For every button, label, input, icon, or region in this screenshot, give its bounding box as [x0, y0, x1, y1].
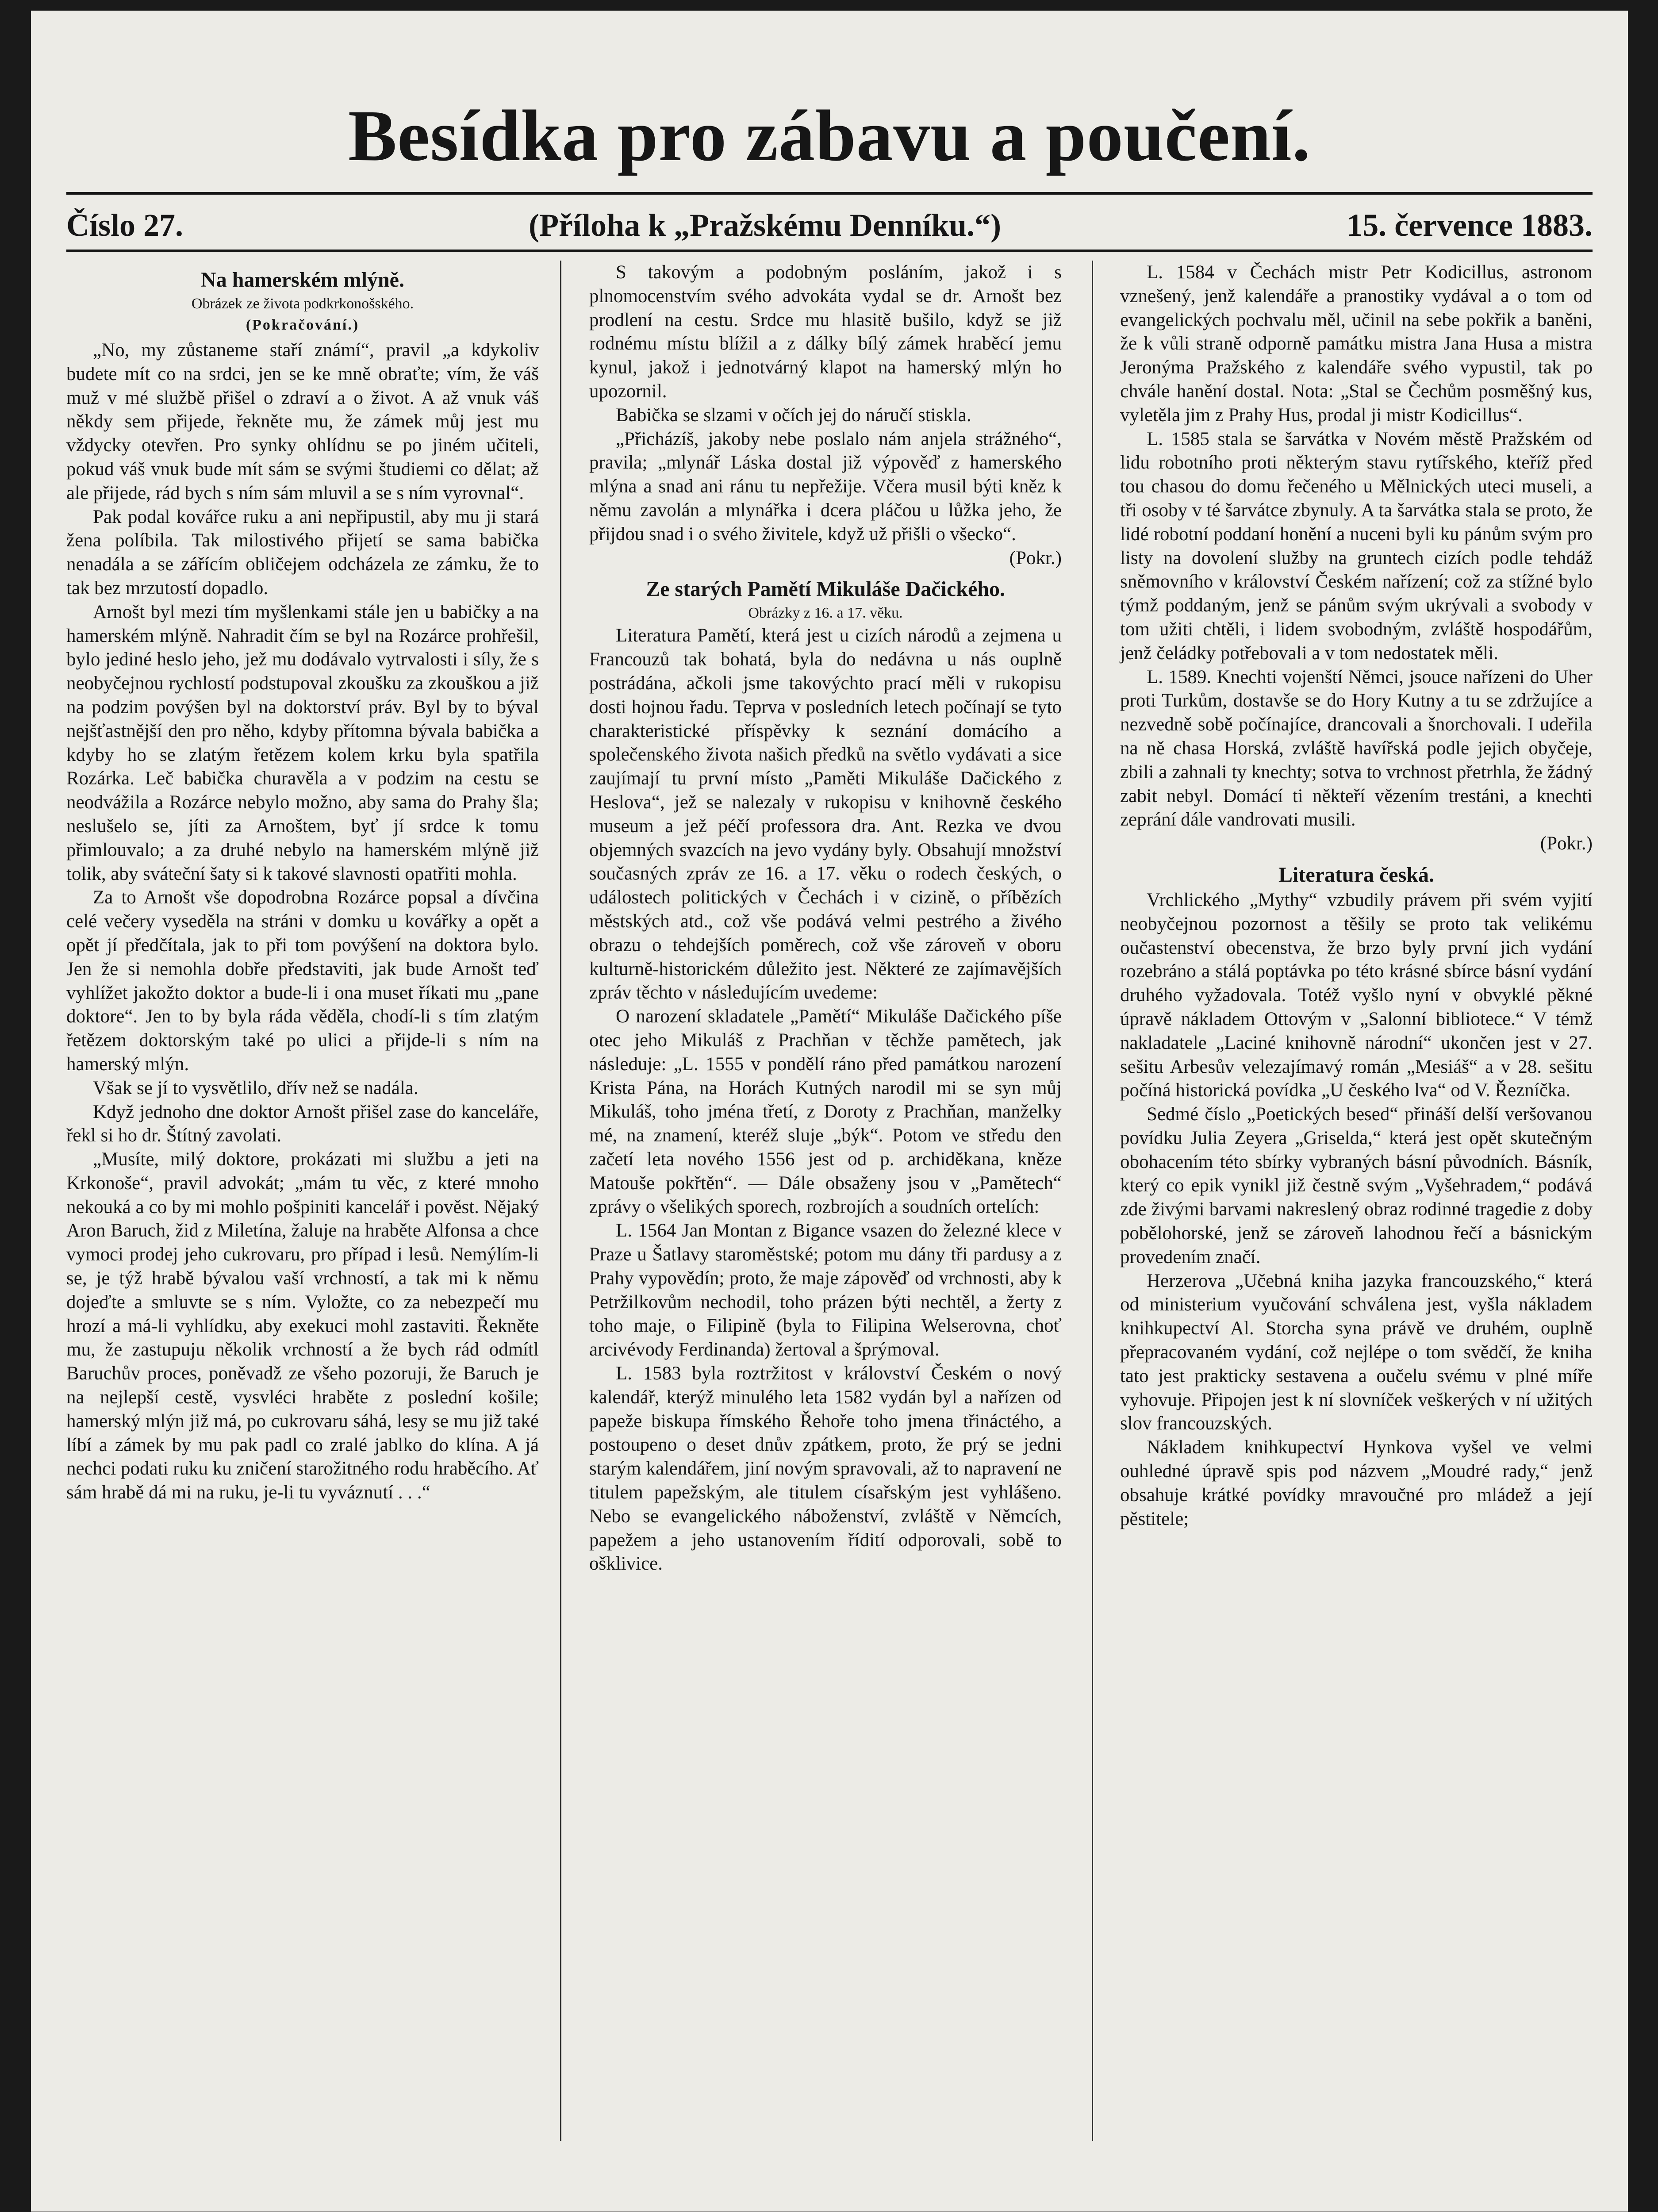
- paragraph: L. 1583 byla roztržitost v království Českém o nový kalendář, kterýž minulého leta 1582 vydán byl a nařízen od papeže biskupa římského Řehoře toho jmena třináctého, a postoupeno o deset dnův zpátkem, proto, že prý se jedni starým kalendářem, jiní novým spravovali, až to napravení ne titulem papežským, ale titulem císařským jest vyhlášeno. Nebo se evangelického náboženství, zvláště v Němcích, papežem a jeho ustanovením řídití odporovali, sobě to ošklivice.: [589, 1363, 1062, 1575]
- paragraph: Nákladem knihkupectví Hynkova vyšel ve velmi ouhledné úpravě spis pod názvem „Moudré rady,“ jenž obsahuje krátké povídky mravoučné pro mládež a její pěstitele;: [1120, 1437, 1593, 1529]
- paragraph: Herzerova „Učebná kniha jazyka francouzského,“ která od ministerium vyučování schválena jest, vyšla nákladem knihkupectví Al. Storcha syna právě ve druhém, ouplně přepracovaném vydání, což nejlépe o tom svědčí, že kniha tato jest prakticky sestavena a oučelu svému v plné míře vyhovuje. Připojen jest k ní slovníček veškerých v ní užitých slov francouzských.: [1120, 1270, 1593, 1434]
- article-title: Ze starých Pamětí Mikuláše Dačického.: [646, 577, 1005, 601]
- paragraph: Když jednoho dne doktor Arnošt přišel zase do kanceláře, řekl si ho dr. Štítný zavolati.: [66, 1101, 539, 1146]
- paragraph: Vrchlického „Mythy“ vzbudily právem při svém vyjití neobyčejnou pozornost a těšily se proto tak velikému oučastenství obecenstva, že brzo byly první jich vydání rozebráno a stálá poptávka po této krásné sbírce básní vydání druhého vyžadovala. Totéž vyšlo nyní v obvyklé pěkné úpravě nákladem Ottovým v „Salonní bibliotece.“ V témž nakladatele „Laciné knihovně národní“ ukončen jest v 27. sešitu Arbesův velezajímavý román „Mesiáš“ a v 28. sešitu počíná historická povídka „U českého lva“ od V. Řezníčka.: [1120, 889, 1593, 1101]
- paragraph: S takovým a podobným posláním, jakož i s plnomocenstvím svého advokáta vydal se dr. Arnošt bez prodlení na cestu. Srdce mu hlasitě bušilo, když se již rodnému místu blížil a z dálky bílý zámek hraběcí jemu kynul, jakož i jednotvárný klapot na hamerský mlýn ho upozornil.: [589, 262, 1062, 402]
- continuation-note: (Pokračování.): [246, 317, 360, 333]
- column-3: [1120, 261, 1593, 1531]
- paragraph: Babička se slzami v očích jej do náručí stiskla.: [616, 404, 971, 426]
- column-divider: [1092, 261, 1093, 2141]
- column-2: [589, 261, 1062, 1576]
- paragraph: Pak podal kovářce ruku a ani nepřipustil, aby mu ji stará žena políbila. Tak milostivého přijetí se sama babička nenadála a se zářícím obličejem odcházela ze zámku, že to tak bez mrzutostí dopadlo.: [66, 506, 539, 599]
- paragraph: „Musíte, milý doktore, prokázati mi službu a jeti na Krkonoše“, pravil advokát; „mám tu věc, z které mnoho nekouká a co by mi mohlo pošpiniti kancelář i pověst. Nějaký Aron Baruch, žid z Miletína, žaluje na hraběte Alfonsa a chce vymoci prodej jeho cukrovaru, pro případ i lesů. Nemýlím-li se, je týž hrabě bývalou vaší vrchností, a tak mi k němu dojeďte a smluvte se s ním. Vyložte, co za nebezpečí mu hrozí a má-li vyhlídku, aby exekuci mohl zastaviti. Řekněte mu, že zastupuju několik vrchností a že bych rád odmítl Baruchův proces, poněvadž ze všeho pozoruji, že Baruch je na nejlepší cestě, vysvléci hraběte z poslední košile; hamerský mlýn již má, po cukrovaru sáhá, lesy se mu již také líbí a zámek by mu pak padl co zralé jablko do klína. A já nechci podati ruku ku zničení starožitného rodu hraběcího. Ať sám hrabě dá mi na ruku, je-li tu vyváznutí . . .“: [66, 1149, 539, 1503]
- article-title: Na hamerském mlýně.: [201, 268, 404, 292]
- paragraph: Arnošt byl mezi tím myšlenkami stále jen u babičky a na hamerském mlýně. Nahradit čím se byl na Rozárce prohřešil, bylo jediné heslo jeho, jež mu dodávalo vytrvalosti i síly, že s neobyčejnou rychlostí podstupoval zkoušku za zkouškou a již na podzim povýšen byl na doktorství práv. Byl by to býval nejšťastnější den pro něho, kdyby přítomna bývala babička a kdyby ho se zlatým řetězem kolem krku byla spatřila Rozárka. Leč babička churavěla a v podzim na cestu se neodvážila a Rozárce nebylo možno, aby sama do Prahy šla; neslušelo se, jíti za Arnoštem, byť jí srdce k tomu přimlouvalo; a za druhé nebylo na hamerském mlýně již tolik, aby sváteční šaty si k takové slavnosti opatřiti mohla.: [66, 601, 539, 884]
- issue-line: [66, 203, 1593, 247]
- paragraph: „No, my zůstaneme staří známí“, pravil „a kdykoliv budete mít co na srdci, jen se ke mně obraťte; vím, že váš muž v mé službě přišel o zdraví a o život. A až vnuk váš někdy sem přijede, řekněte mu, že zámek můj jest mu vždycky otevřen. Pro synky ohlídnu se po jiném učiteli, pokud váš vnuk bude mít sám se svými študiemi co dělat; až ale přijede, rád bych s ním sám mluvil a se s ním vyrovnal“.: [66, 340, 539, 503]
- column-divider: [560, 261, 561, 2141]
- article-subtitle: Obrázky z 16. a 17. věku.: [748, 605, 903, 622]
- paragraph: Za to Arnošt vše dopodrobna Rozárce popsal a dívčina celé večery vyseděla na stráni v domku u kovářky a opět a opět jí předčítala, jak to při tom povýšení na doktora bylo. Jen že si nemohla dobře představiti, jak bude Arnošt teď vyhlížet jakožto doktor a bude-li i ona muset říkati mu „pane doktore“. Jen to by byla ráda věděla, chodí-li s tím zlatým řetězem doktorským také po ulici a přijde-li s ním na hamerský mlýn.: [66, 887, 539, 1075]
- paragraph: L. 1585 stala se šarvátka v Novém městě Pražském od lidu robotního proti některým stavu rytířského, kteříž před tou chasou do domu řečeného u Mělnických uteci museli, a tři osoby v té šarvátce zbynuly. A ta šarvátka stala se proto, že lidé robotní poddaní honění a nuceni byli ku pánům svým pro listy na dovolení služby na gruntech cizích podle tehdáž sněmovního v království Českém nařízení; což za stížné bylo týmž poddaným, jenž se pánům svým ukrývali a svobody v tom užiti chtěli, i lidem svobodným, zvláště hospodářům, jenž čeládky potřebovali a v tom nedostatek měli.: [1120, 428, 1593, 664]
- paragraph: L. 1584 v Čechách mistr Petr Kodicillus, astronom vznešený, jenž kalendáře a pranostiky vydával a o tom od evangelických pochvalu měl, učinil na sebe pokřik a baněni, že k vůli straně odporně památku mistra Jana Husa a mistra Jeronýma Pražského z kalendáře svého vypustil, tak po chvále hanění dostal. Nota: „Stal se Čechům posměšný kus, vyletěla jim z Prahy Hus, prodal ji mistr Kodicillus“.: [1120, 262, 1593, 426]
- header-rule-top: [66, 192, 1593, 195]
- paragraph: „Přicházíš, jakoby nebe poslalo nám anjela strážného“, pravila; „mlynář Láska dostal již výpověď z hamerského mlýna a snad ani ránu tu nepřežije. Včera musil býti kněz k němu zavolán a mlynářka i dcera pláčou u lůžka jeho, že přijdou snad i o svého živitele, když už přišli o všecko“.: [589, 428, 1062, 545]
- issue-date: 15. července 1883.: [1347, 207, 1593, 243]
- column-1: [66, 261, 539, 1505]
- paragraph: Literatura Pamětí, která jest u cizích národů a zejmena u Francouzů tak bohatá, byla do nedávna u nás ouplně postrádána, ačkoli jsme takovýchto prací měli v rukopisu dosti hojnou řadu. Teprva v posledních letech počínají se tyto charakteristické příspěvky k seznání domácího a společenského života našich předků na světlo vydávati a sice zaujímají tu první místo „Paměti Mikuláše Dačického z Heslova“, jež se nalezaly v rukopisu v knihovně českého museum a jež péčí professora dra. Ant. Rezka ve dvou objemných svazcích na jevo vydány byly. Obsahují množství současných zpráv ze 16. a 17. věku o rodech českých, o událostech politických v Čechách i v cizině, o příbězích městských atd., což vše podává velmi pestrého a živého obrazu o tehdejších poměrech, což vše zároveň v oboru kulturně-historickém důležito jest. Některé ze zajímavějších zpráv těchto v následujícím uvedeme:: [589, 625, 1062, 1003]
- issue-number: Číslo 27.: [66, 207, 184, 243]
- paragraph: L. 1564 Jan Montan z Bigance vsazen do železné klece v Praze u Šatlavy staroměstské; potom mu dány tři pardusy a z Prahy vypovědín; proto, že maje zápověď od vrchnosti, aby k Petržilkovům nechodil, toho prázen býti nechtěl, a žerty z toho maje, o Filipině (byla to Filipina Welserovna, choť arcivévody Ferdinanda) žertoval a šprýmoval.: [589, 1220, 1062, 1360]
- issue-supplement: (Příloha k „Pražskému Denníku.“): [529, 207, 1002, 243]
- header-rule-bottom: [66, 250, 1593, 252]
- paragraph: Sedmé číslo „Poetických besed“ přináší delší veršovanou povídku Julia Zeyera „Griselda,“ která jest opět skutečným obohacením této sbírky vybraných básní původních. Básník, který co epik vynikl již čestně svým „Vyšehradem,“ podává zde živými barvami nakreslený obraz rodinné tragedie z doby pobělohorské, jenž se zároveň lahodnou řečí a básnickým provedením značí.: [1120, 1104, 1593, 1267]
- paragraph: L. 1589. Knechti vojenští Němci, jsouce nařízeni do Uher proti Turkům, dostavše se do Hory Kutny a tu se zdržujíce a nezvedně sobě počínajíce, drancovali a šnorchovali. I udeřila na ně chasa Horská, zvláště havířská podle jejich obyčeje, zbili a zahnali ty knechty; sotva to vrchnost přetrhla, že žádný zabit nebyl. Domácí ti někteří vězením trestáni, a knechti zeprání dále vandrovati musili.: [1120, 666, 1593, 830]
- paragraph: O narození skladatele „Pamětí“ Mikuláše Dačického píše otec jeho Mikuláš z Prachňan v těchže pamětech, jak následuje: „L. 1555 v pondělí ráno před památkou narození Krista Pána, na Horách Kutných narodil mi se syn můj Mikuláš, toho jména třetí, z Doroty z Prachňan, manželky mé, na znamení, kteréž sluje „býk“. Potom ve středu den začetí leta nového 1556 jest od p. archiděkana, kněze Matouše pokřtěn“. — Dále obsaženy jsou v „Pamětech“ zprávy o všelikých sporech, rozbrojích a soudních ortelích:: [589, 1006, 1062, 1217]
- paragraph: Však se jí to vysvětlilo, dřív než se nadála.: [93, 1077, 418, 1098]
- continuation-sign: (Pokr.): [1540, 833, 1593, 854]
- article-subtitle: Obrázek ze života podkrkonošského.: [191, 296, 414, 312]
- newspaper-page: [31, 11, 1628, 2212]
- masthead-title: Besídka pro zábavu a poučení.: [348, 95, 1311, 176]
- continuation-sign: (Pokr.): [1009, 547, 1062, 568]
- article-title: Literatura česká.: [1278, 863, 1434, 887]
